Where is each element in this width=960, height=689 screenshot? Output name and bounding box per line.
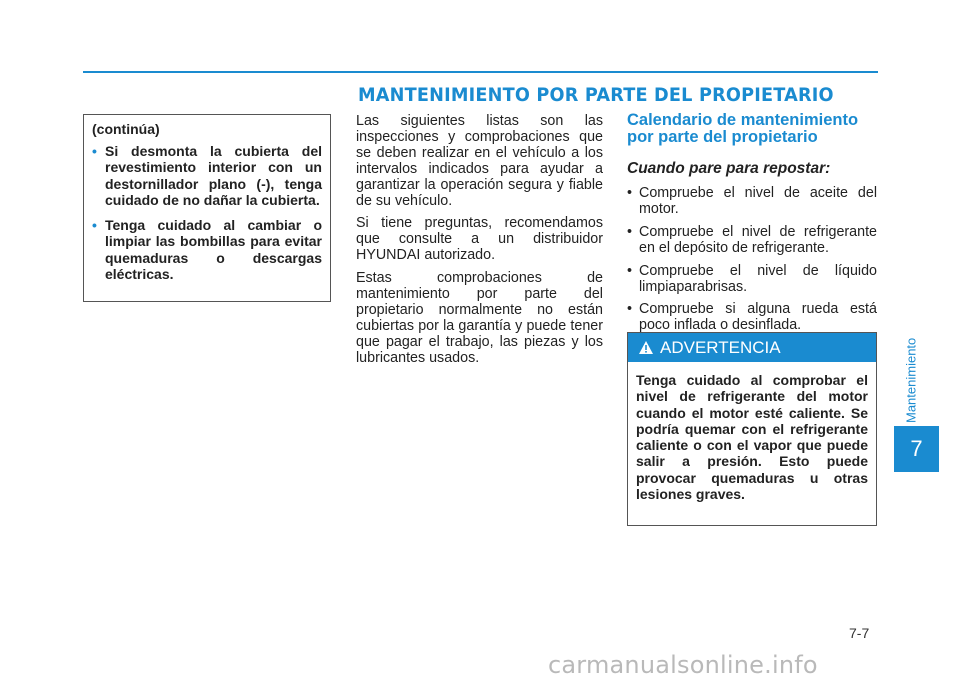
intro-paragraph: Estas comprobaciones de mantenimiento por parte del propietario normalmente no están cubiertas por la garantía y puede tener que pagar el trabajo, las piezas y los lubricantes usados. bbox=[356, 270, 603, 366]
header-rule bbox=[83, 71, 878, 73]
warning-box bbox=[627, 332, 877, 526]
bullet-icon: • bbox=[627, 301, 633, 318]
intro-column bbox=[356, 114, 603, 374]
bullet-icon: • bbox=[627, 262, 633, 279]
chapter-number-tab: 7 bbox=[894, 426, 939, 472]
schedule-item: • Compruebe el nivel de refrigerante en el depósito de refrigerante. bbox=[627, 223, 877, 256]
warning-text: Tenga cuidado al comprobar el nivel de refrigerante del motor cuando el motor esté caliente. Se podría quemar con el refrigerante caliente o con el vapor que puede salir a presión. Esto puede provocar quemaduras u otras lesiones graves. bbox=[636, 372, 868, 503]
watermark: carmanualsonline.info bbox=[548, 651, 818, 679]
schedule-subtitle: Cuando pare para repostar: bbox=[627, 160, 831, 177]
page-number: 7-7 bbox=[849, 625, 870, 641]
section-title: MANTENIMIENTO POR PARTE DEL PROPIETARIO bbox=[358, 84, 834, 106]
schedule-item: • Compruebe el nivel de líquido limpiaparabrisas. bbox=[627, 262, 877, 295]
warning-label: ADVERTENCIA bbox=[660, 338, 781, 357]
bullet-icon: • bbox=[627, 185, 633, 201]
bullet-icon: • bbox=[627, 223, 633, 240]
schedule-column bbox=[627, 112, 877, 341]
intro-paragraph: Si tiene preguntas, recomendamos que consulte a un distribuidor HYUNDAI autorizado. bbox=[356, 215, 603, 264]
chapter-label: Mantenimiento bbox=[903, 337, 919, 423]
note-box bbox=[83, 114, 331, 302]
bullet-icon: • bbox=[92, 216, 97, 233]
note-heading: (continúa) bbox=[92, 121, 160, 137]
schedule-title: Calendario de mantenimiento por parte del propietario bbox=[627, 111, 859, 146]
warning-triangle-icon bbox=[638, 335, 654, 364]
schedule-item: • Compruebe el nivel de aceite del motor. bbox=[627, 185, 877, 217]
warning-header bbox=[628, 333, 876, 362]
intro-paragraph: Las siguientes listas son las inspecciones y comprobaciones que se deben realizar en el vehículo a los intervalos indicados para ayudar a garantizar la operación segura y fiable de su vehículo. bbox=[356, 113, 603, 209]
note-item: • Tenga cuidado al cambiar o limpiar las bombillas para evitar quemaduras o descargas eléctricas. bbox=[92, 216, 322, 282]
note-list bbox=[92, 143, 322, 283]
bullet-icon: • bbox=[92, 142, 97, 159]
schedule-list bbox=[627, 186, 877, 334]
schedule-item: • Compruebe si alguna rueda está poco inflada o desinflada. bbox=[627, 301, 877, 334]
note-item: • Si desmonta la cubierta del revestimiento interior con un destornillador plano (-), tenga cuidado de no dañar la cubierta. bbox=[92, 142, 322, 208]
